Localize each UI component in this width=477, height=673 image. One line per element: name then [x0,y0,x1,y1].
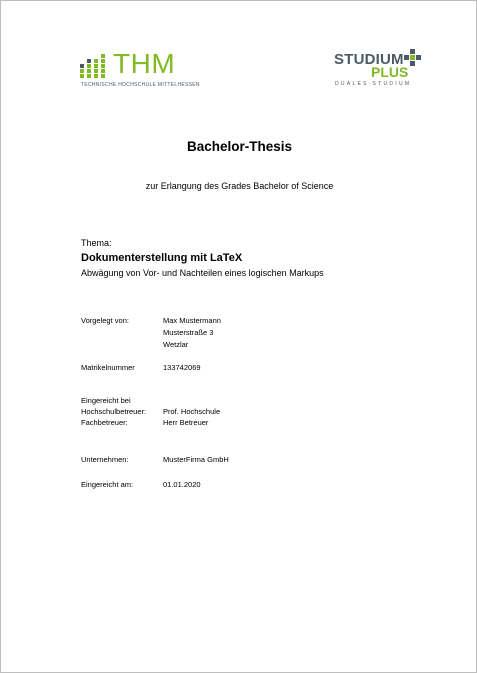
thm-subtitle: TECHNISCHE HOCHSCHULE MITTELHESSEN [81,82,200,88]
submitted-at-label: Eingereicht bei [81,396,131,405]
studiumplus-line3: DUALES STUDIUM [335,81,412,87]
submission-date-label: Eingereicht am: [81,480,134,489]
submission-date: 01.01.2020 [163,480,201,489]
thm-logo [80,48,200,91]
company-name: MusterFirma GmbH [163,455,229,464]
theme-label: Thema: [81,238,112,248]
company-supervisor: Herr Betreuer [163,418,209,427]
thm-wordmark: THM [113,48,176,79]
author-name: Max Mustermann [163,316,221,325]
matriculation-number: 133742069 [163,363,201,372]
plus-cross-icon [404,49,426,71]
theme-title: Dokumenterstellung mit LaTeX [81,252,243,264]
company-label: Unternehmen: [81,455,129,464]
matriculation-label: Matrikelnummer [81,363,135,372]
document-subtitle: zur Erlangung des Grades Bachelor of Science [145,181,334,191]
university-supervisor-label: Hochschulbetreuer: [81,407,147,416]
studiumplus-logo [334,49,429,91]
author-street: Musterstraße 3 [163,328,214,337]
university-supervisor: Prof. Hochschule [163,407,221,416]
studiumplus-line2: PLUS [371,64,409,80]
company-supervisor-label: Fachbetreuer: [81,418,128,427]
document-title: Bachelor-Thesis [186,139,293,154]
author-city: Wetzlar [163,340,189,349]
submitted-by-label: Vorgelegt von: [81,316,129,325]
theme-subtitle: Abwägung von Vor- und Nachteilen eines logischen Markups [81,268,324,278]
studiumplus-line1: STUDIUM [334,51,404,68]
thm-dots-icon [80,54,106,78]
